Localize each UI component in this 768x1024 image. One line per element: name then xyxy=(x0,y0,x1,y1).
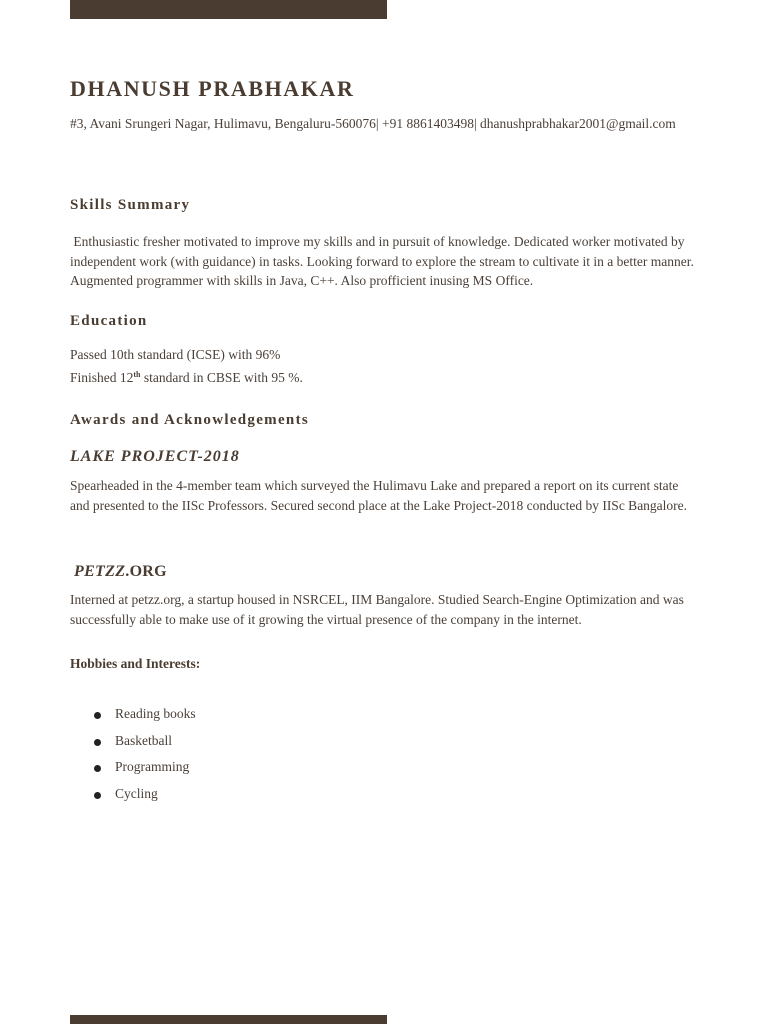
top-accent-bar xyxy=(70,0,387,19)
petzz-title xyxy=(74,563,167,581)
bottom-accent-bar xyxy=(70,1015,387,1024)
list-item xyxy=(94,759,196,786)
skills-heading: Skills Summary xyxy=(70,197,191,213)
hobby-label: Cycling xyxy=(115,786,158,802)
education-heading: Education xyxy=(70,313,148,329)
candidate-name: DHANUSH PRABHAKAR xyxy=(70,76,355,101)
education-line-10th: Passed 10th standard (ICSE) with 96% xyxy=(70,347,281,362)
contact-line: #3, Avani Srungeri Nagar, Hulimavu, Bengaluru-560076| +91 8861403498| dhanushprabhakar2001@gmail.com xyxy=(70,116,676,131)
bullet-icon xyxy=(94,765,101,772)
hobbies-heading: Hobbies and Interests: xyxy=(70,656,201,671)
petzz-title-italic: PETZZ xyxy=(74,563,126,580)
hobby-label: Reading books xyxy=(115,706,196,721)
awards-heading: Awards and Acknowledgements xyxy=(70,412,310,428)
lake-project-title: LAKE PROJECT-2018 xyxy=(70,448,240,465)
petzz-title-rest: .ORG xyxy=(125,563,167,580)
education-line-12th-prefix: Finished 12 xyxy=(70,370,134,385)
list-item xyxy=(94,786,196,813)
lake-project-text: Spearheaded in the 4-member team which surveyed the Hulimavu Lake and prepared a report on its current state and presented to the IISc Professors. Secured second place at the Lake Project-2018 conducted by IISc Bangalore. xyxy=(70,478,688,513)
list-item xyxy=(94,733,196,760)
petzz-text: Interned at petzz.org, a startup housed in NSRCEL, IIM Bangalore. Studied Search-Engine Optimization and was successfully able to make use of it growing the virtual presence of the company in the internet. xyxy=(70,592,684,627)
skills-summary-text: Enthusiastic fresher motivated to improve my skills and in pursuit of knowledge. Dedicated worker motivated by independent work (with guidance) in tasks. Looking forward to explore the stream to cultivate it in a better manner. Augmented programmer with skills in Java, C++. Also profficient inusing MS Office. xyxy=(70,234,697,288)
education-line-12th xyxy=(70,370,303,386)
hobby-label: Programming xyxy=(115,759,190,775)
hobby-label: Basketball xyxy=(115,732,172,748)
bullet-icon xyxy=(94,739,101,746)
education-line-12th-suffix: standard in CBSE with 95 %. xyxy=(140,370,303,385)
bullet-icon xyxy=(94,792,101,799)
education-line-12th-superscript: th xyxy=(133,370,141,379)
bullet-icon xyxy=(94,712,101,719)
list-item xyxy=(94,706,196,733)
hobbies-list xyxy=(94,706,196,813)
